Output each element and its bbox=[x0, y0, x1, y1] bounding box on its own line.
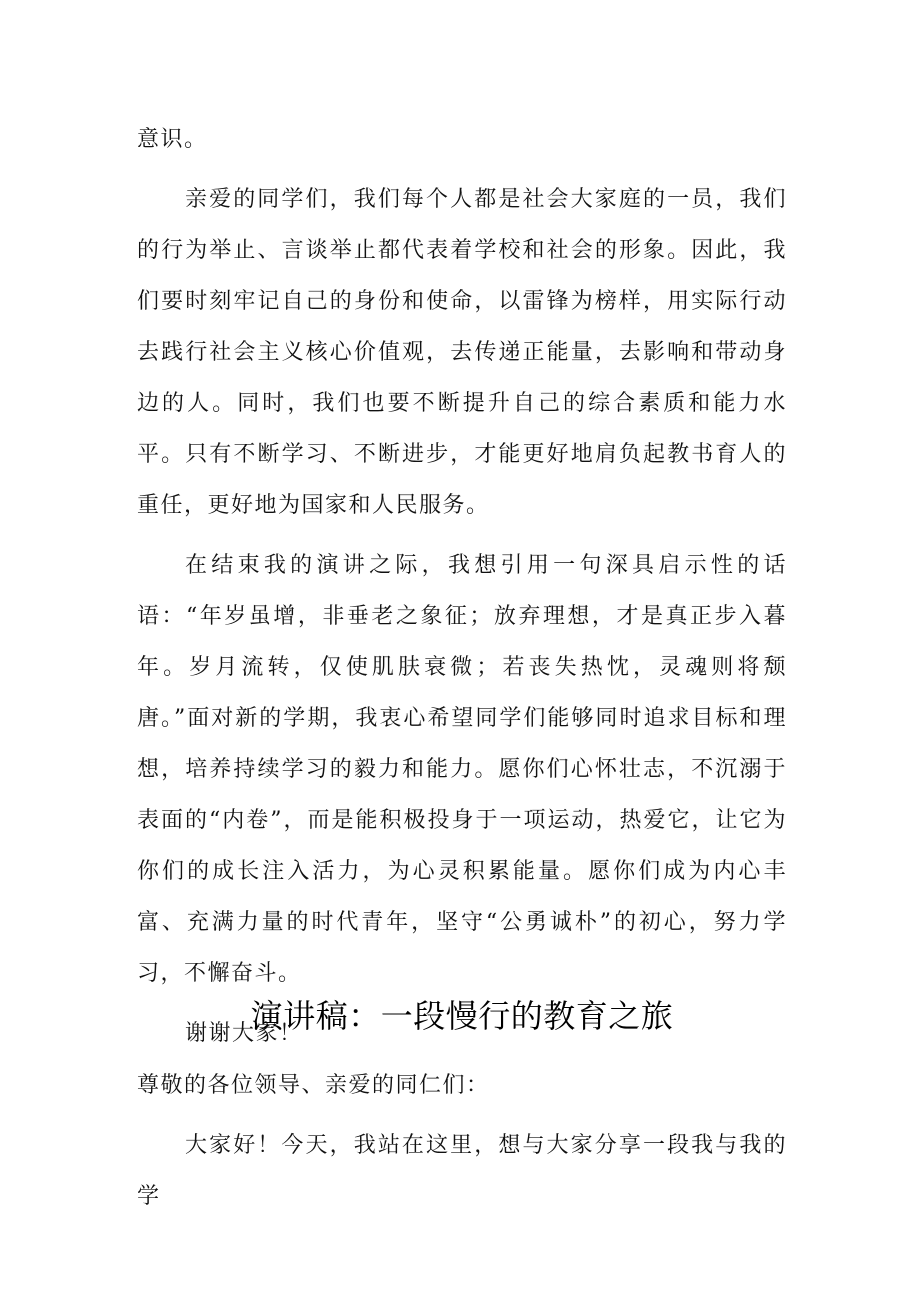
continued-paragraph: 意识。 bbox=[137, 127, 208, 152]
body-paragraph-2: 在结束我的演讲之际，我想引用一句深具启示性的话语：“年岁虽增，非垂老之象征；放弃理想，才是真正步入暮年。岁月流转，仅使肌肤衰微；若丧失热忱，灵魂则将颓唐。”面对新的学期，我衷心希望同学们能够同时追求目标和理想，培养持续学习的毅力和能力。愿你们心怀壮志，不沉溺于表面的“内卷”，而是能积极投身于一项运动，热爱它，让它为你们的成长注入活力，为心灵积累能量。愿你们成为内心丰富、充满力量的时代青年，坚守“公勇诚朴”的初心，努力学习，不懈奋斗。 bbox=[137, 553, 787, 986]
body-paragraph-1: 亲爱的同学们，我们每个人都是社会大家庭的一员，我们的行为举止、言谈举止都代表着学校和社会的形象。因此，我们要时刻牢记自己的身份和使命，以雷锋为榜样，用实际行动去践行社会主义核心价值观，去传递正能量，去影响和带动身边的人。同时，我们也要不断提升自己的综合素质和能力水平。只有不断学习、不断进步，才能更好地肩负起教书育人的重任，更好地为国家和人民服务。 bbox=[137, 187, 787, 518]
salutation-line: 尊敬的各位领导、亲爱的同仁们： bbox=[137, 1073, 490, 1098]
closing-line: 谢谢大家！ bbox=[185, 1021, 303, 1046]
opening-paragraph: 大家好！今天，我站在这里，想与大家分享一段我与我的学 bbox=[137, 1133, 787, 1209]
speech-title: 演讲稿：一段慢行的教育之旅 bbox=[250, 997, 674, 1035]
speech-body bbox=[137, 114, 787, 1059]
second-speech-body bbox=[137, 1060, 787, 1222]
